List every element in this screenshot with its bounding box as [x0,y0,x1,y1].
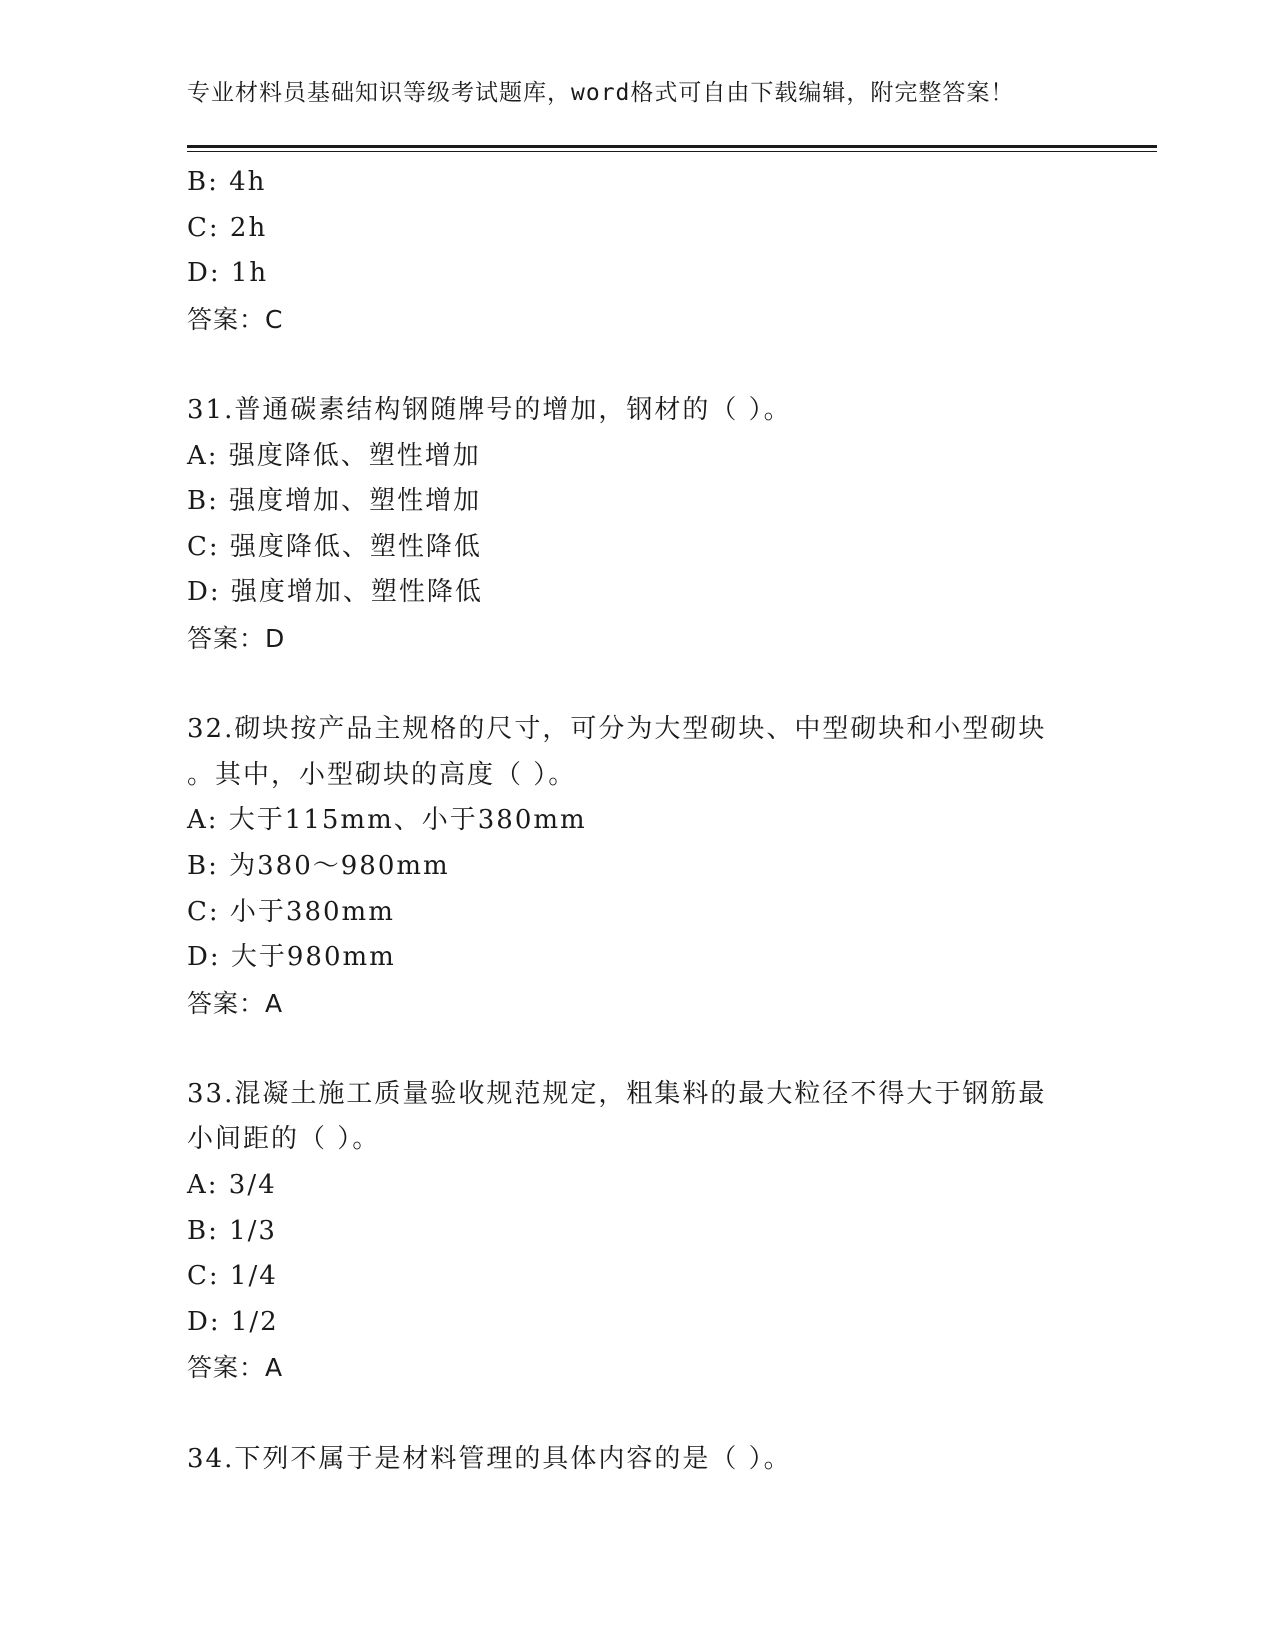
option-b: B: 强度增加、塑性增加 [187,486,482,517]
option-d: D: 强度增加、塑性降低 [187,577,483,608]
question-stem-continued: 小间距的（ ）。 [187,1124,381,1155]
question-gap [187,662,1087,708]
question-gap [187,1026,1087,1072]
option-a: A: 3/4 [187,1170,277,1201]
question-stem: 32.砌块按产品主规格的尺寸，可分为大型砌块、中型砌块和小型砌块 [187,714,1047,745]
option-b: B: 4h [187,167,267,197]
option-c: C: 小于380mm [187,896,395,927]
option-b: B: 1/3 [187,1215,277,1246]
option-a: A: 大于115mm、小于380mm [187,805,587,836]
answer-line: 答案：D [187,623,286,653]
option-d: D: 1h [187,258,269,289]
question-stem-continued: 。其中，小型砌块的高度（ ）。 [187,759,577,790]
option-c: C: 1/4 [187,1261,278,1292]
question-content [187,160,1087,1482]
answer-line: 答案：A [187,988,284,1018]
question-stem: 34.下列不属于是材料管理的具体内容的是（ ）。 [187,1443,792,1474]
option-d: D: 大于980mm [187,942,396,973]
option-c: C: 2h [187,212,268,243]
option-d: D: 1/2 [187,1306,279,1337]
question-gap [187,342,1087,388]
option-b: B: 为380～980mm [187,850,450,881]
page-header: 专业材料员基础知识等级考试题库，word格式可自由下载编辑，附完整答案！ [187,80,1015,106]
question-stem: 31.普通碳素结构钢随牌号的增加，钢材的（ ）。 [187,394,792,425]
header-rule-thin [187,151,1157,152]
answer-line: 答案：C [187,304,284,334]
question-stem: 33.混凝土施工质量验收规范规定，粗集料的最大粒径不得大于钢筋最 [187,1078,1047,1109]
option-a: A: 强度降低、塑性增加 [187,440,481,471]
answer-line: 答案：A [187,1353,284,1383]
question-gap [187,1391,1087,1437]
header-rule-thick [187,145,1157,148]
option-c: C: 强度降低、塑性降低 [187,531,482,562]
